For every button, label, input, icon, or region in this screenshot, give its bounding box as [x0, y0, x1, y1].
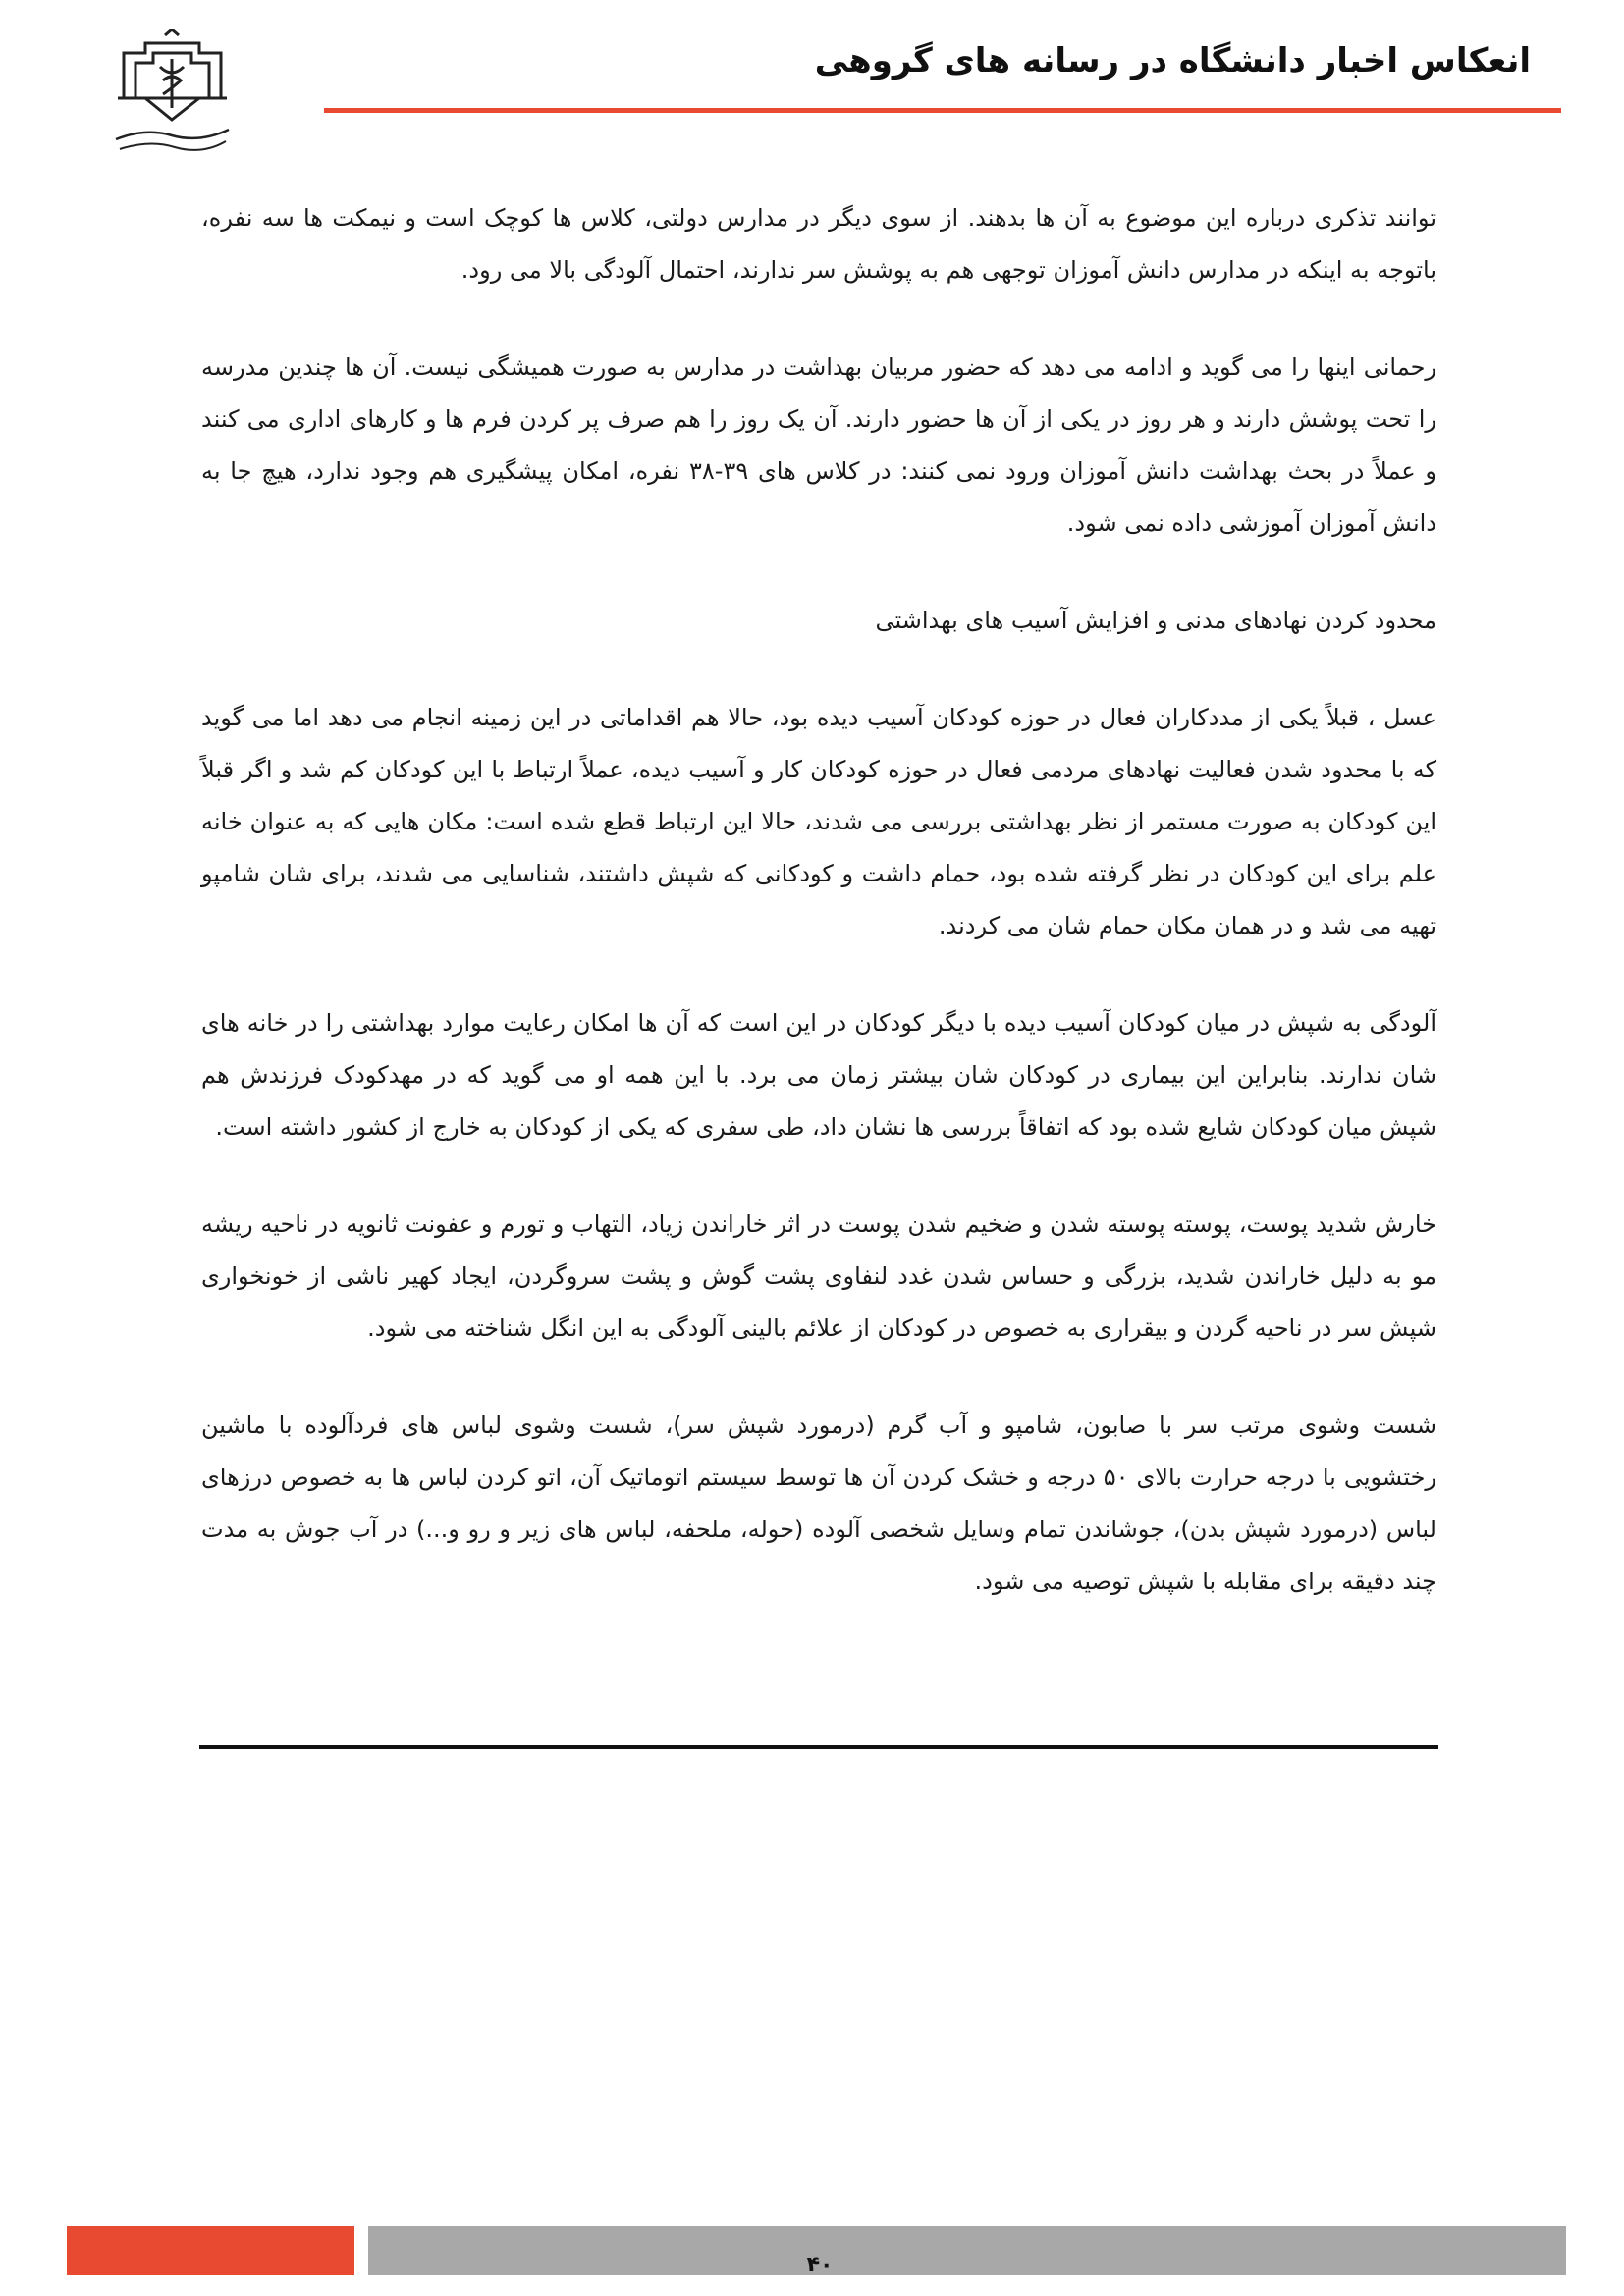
article-body [201, 192, 1436, 1653]
section-heading: محدود کردن نهادهای مدنی و افزایش آسیب های بهداشتی [875, 607, 1436, 634]
paragraph-2: رحمانی اینها را می گوید و ادامه می دهد که حضور مربیان بهداشت در مدارس به صورت همیشگی نیست. آن ها چندین مدرسه را تحت پوشش دارند و هر روز در یکی از آن ها حضور دارند. آن یک روز را هم صرف پر کردن فرم ها و کارهای اداری می کنند و عملاً در بحث بهداشت دانش آموزان ورود نمی کنند: در کلاس های ۳۹-۳۸ نفره، امکان پیشگیری هم وجود ندارد، هیچ جا به دانش آموزان آموزشی داده نمی شود. [201, 353, 1437, 537]
paragraph-4: آلودگی به شپش در میان کودکان آسیب دیده با دیگر کودکان در این است که آن ها امکان رعایت موارد بهداشتی را در خانه های شان ندارند. بنابراین این بیماری در کودکان شان بیشتر زمان می برد. با این همه او می گوید که در مهدکودک فرزندش هم شپش میان کودکان شایع شده بود که اتفاقاً بررسی ها نشان داد، طی سفری که یکی از کودکان به خارج از کشور داشته است. [201, 1009, 1436, 1141]
page-header-title: انعکاس اخبار دانشگاه در رسانه های گروهی [814, 41, 1531, 80]
paragraph-3: عسل ، قبلاً یکی از مددکاران فعال در حوزه کودکان آسیب دیده بود، حالا هم اقداماتی در این زمینه انجام می دهد اما می گوید که با محدود شدن فعالیت نهادهای مردمی فعال در حوزه کودکان کار و آسیب دیده، عملاً ارتباط با این کودکان کم شد و اگر قبلاً این کودکان به صورت مستمر از نظر بهداشتی بررسی می شدند، حالا این ارتباط قطع شده است: مکان هایی که به عنوان خانه علم برای این کودکان در نظر گرفته شده بود، حمام داشت و کودکانی که شپش داشتند، شناسایی می شدند، برای شان شامپو تهیه می شد و در همان مکان حمام شان می کردند. [201, 704, 1436, 939]
footer-gray-bar [368, 2226, 1566, 2275]
header-divider [324, 108, 1561, 113]
university-seal-icon [106, 29, 239, 167]
article-end-divider [199, 1745, 1438, 1749]
page-number: ۴۰ [806, 2253, 834, 2277]
paragraph-5: خارش شدید پوست، پوسته پوسته شدن و ضخیم شدن پوست در اثر خاراندن زیاد، التهاب و تورم و عفونت ثانویه در ناحیه ریشه مو به دلیل خاراندن شدید، بزرگی و حساس شدن غدد لنفاوی پشت گوش و پشت سروگردن، ایجاد کهیر ناشی از خونخواری شپش سر در ناحیه گردن و بیقراری به خصوص در کودکان از علائم بالینی آلودگی به این انگل شناخته می شود. [201, 1210, 1436, 1342]
paragraph-6: شست وشوی مرتب سر با صابون، شامپو و آب گرم (درمورد شپش سر)، شست وشوی لباس های فردآلوده با ماشین رختشویی با درجه حرارت بالای ۵۰ درجه و خشک کردن آن ها توسط سیستم اتوماتیک آن، اتو کردن لباس ها به خصوص درزهای لباس (درمورد شپش بدن)، جوشاندن تمام وسایل شخصی آلوده (حوله، ملحفه، لباس های زیر و رو و...) در آب جوش به مدت چند دقیقه برای مقابله با شپش توصیه می شود. [201, 1412, 1437, 1595]
paragraph-1: توانند تذکری درباره این موضوع به آن ها بدهند. از سوی دیگر در مدارس دولتی، کلاس ها کوچک است و نیمکت ها سه نفره، باتوجه به اینکه در مدارس دانش آموزان توجهی هم به پوشش سر ندارند، احتمال آلودگی بالا می رود. [201, 204, 1436, 284]
footer-accent-bar [67, 2226, 354, 2275]
